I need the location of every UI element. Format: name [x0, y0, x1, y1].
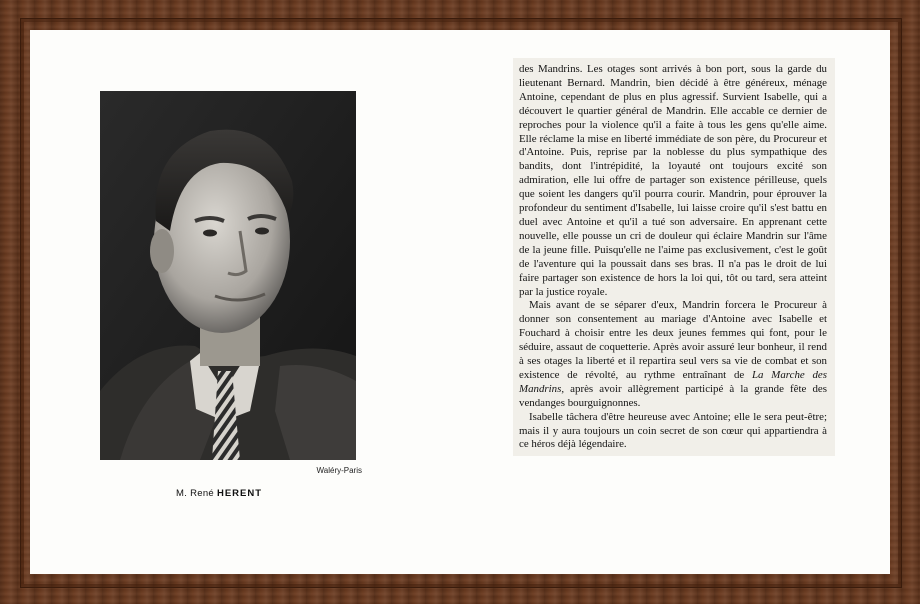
caption-name-prefix: M. René [176, 488, 215, 499]
photo-caption [176, 488, 262, 499]
portrait-illustration [100, 91, 356, 460]
paragraph: Isabelle tâchera d'être heureuse avec Antoine; elle le sera peut-être; mais il y aura toujours un coin secret de son cœur qui appartiendra à ce héros déjà légendaire. [519, 410, 827, 451]
synopsis-text [513, 58, 835, 456]
caption-surname: HERENT [216, 488, 263, 499]
book-page-spread [30, 30, 890, 574]
paragraph [519, 299, 827, 410]
portrait-photo [100, 91, 356, 460]
photo-credit: Waléry-Paris [316, 466, 362, 475]
paragraph-text: Mais avant de se séparer d'eux, Mandrin forcera le Procureur à donner son consentement au mariage d'Antoine avec Isabelle et Fouchard à choisir entre les deux jeunes femmes qui font, pour le séduire, assaut de coquetterie. Après avoir assuré leur bonheur, il rend à ses otages la liberté et il repartira seul vers sa vie de combat et son existence de révolté, au rythme entraînant de [519, 299, 827, 381]
paragraph-text: après avoir allègrement participé à la grande fête des vendanges bourguignonnes. [519, 382, 827, 409]
paragraph: des Mandrins. Les otages sont arrivés à bon port, sous la garde du lieutenant Bernard. Mandrin, bien décidé à être généreux, ménage Antoine, cependant de plus en plus agressif. Survient Isabelle, qui a découvert le quartier général de Mandrin. Elle accable ce dernier de reproches pour la violence qu'il a faite à tous les gens qu'elle aime. Elle réclame la mise en liberté immédiate de son père, du Procureur et d'Antoine. Puis, reprise par la noblesse du plus sympathique des bandits, dont l'intrépidité, la loyauté ont toujours excité son admiration, elle lui offre de partager son existence périlleuse, quels que soient les dangers qu'il pourra courir. Mandrin, pour éprouver la profondeur du sentiment d'Isabelle, lui laisse croire qu'il s'est battu en duel avec Antoine et qu'il a tué son adversaire. En apprenant cette nouvelle, elle pousse un cri de douleur qui éclaire Mandrin sur l'âme de la jeune fille. Puisqu'elle ne l'aime pas exclusivement, c'est le goût de l'aventure qui la poussait dans ses bras. Il n'a pas le droit de lui faire partager son existence de hors la loi qui, tôt ou tard, sera atteint par la justice royale. [519, 63, 827, 298]
italic-title: La Marche des Mandrins, [519, 368, 827, 395]
